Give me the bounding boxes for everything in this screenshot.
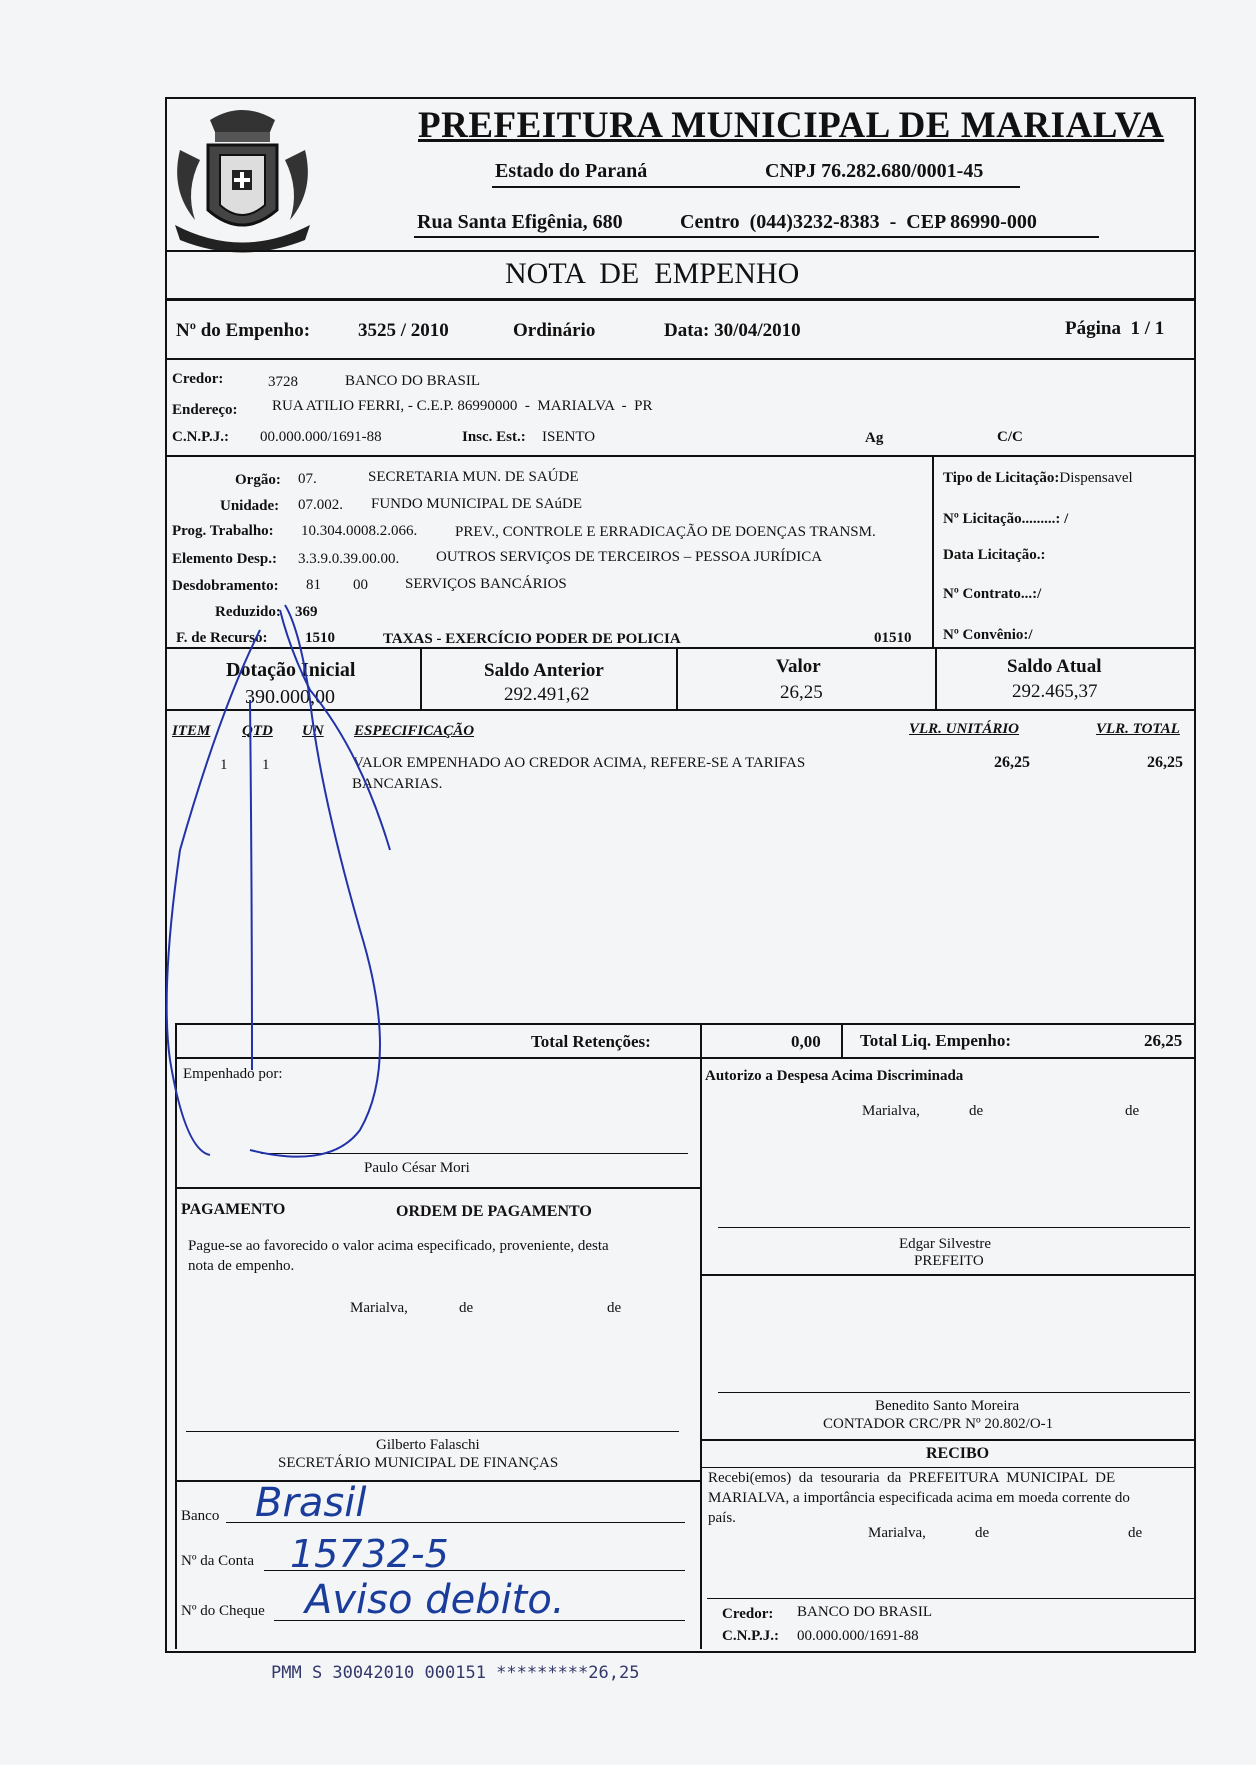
orgao-code: 07. bbox=[298, 471, 317, 487]
cheque-label: Nº do Cheque bbox=[181, 1603, 265, 1619]
contador-role: CONTADOR CRC/PR Nº 20.802/O-1 bbox=[823, 1416, 1054, 1432]
contador-name: Benedito Santo Moreira bbox=[875, 1398, 1020, 1414]
conta-label: Nº da Conta bbox=[181, 1553, 254, 1569]
autorizo-place: Marialva, bbox=[862, 1103, 920, 1119]
account-label: C/C bbox=[997, 429, 1023, 445]
insc-label: Insc. Est.: bbox=[462, 429, 526, 445]
unidade-name: FUNDO MUNICIPAL DE SAúDE bbox=[371, 496, 582, 512]
recibo-place: Marialva, bbox=[868, 1525, 926, 1541]
elemento-name: OUTROS SERVIÇOS DE TERCEIROS – PESSOA JURÍDICA bbox=[436, 549, 823, 565]
prog-code: 10.304.0008.2.066. bbox=[301, 523, 418, 539]
municipality-title: PREFEITURA MUNICIPAL DE MARIALVA bbox=[418, 105, 1165, 146]
prefeito-name: Edgar Silvestre bbox=[899, 1236, 992, 1252]
recibo-cnpj-label: C.N.P.J.: bbox=[722, 1628, 779, 1644]
footer-code: PMM S 30042010 000151 *********26,25 bbox=[271, 1663, 640, 1683]
banco-value: Brasil bbox=[255, 1480, 367, 1526]
licitacao-number: Nº Licitação.........: / bbox=[943, 511, 1069, 527]
item-spec-line2: BANCARIAS. bbox=[352, 776, 443, 792]
licitacao-type-value: Dispensavel bbox=[1059, 470, 1133, 486]
coat-of-arms-icon bbox=[170, 100, 315, 258]
dotacao-inicial-value: 390.000,00 bbox=[245, 686, 335, 708]
dotacao-inicial-label: Dotação Inicial bbox=[226, 659, 356, 681]
elemento-label: Elemento Desp.: bbox=[172, 551, 277, 567]
empenho-number: 3525 / 2010 bbox=[358, 320, 449, 341]
item-number: 1 bbox=[220, 757, 228, 773]
conta-value: 15732-5 bbox=[290, 1532, 449, 1576]
banco-label: Banco bbox=[181, 1508, 220, 1524]
empenho-date: Data: 30/04/2010 bbox=[664, 320, 801, 341]
recibo-credor-value: BANCO DO BRASIL bbox=[797, 1604, 933, 1620]
licitacao-type-text: Tipo de Licitação: bbox=[943, 470, 1060, 486]
recibo-de1: de bbox=[975, 1525, 990, 1541]
empenho-type: Ordinário bbox=[513, 320, 596, 341]
cnpj-header: CNPJ 76.282.680/0001-45 bbox=[765, 160, 984, 182]
reduzido-label: Reduzido: bbox=[215, 604, 281, 620]
page-number: Página 1 / 1 bbox=[1065, 318, 1165, 339]
recurso-name: TAXAS - EXERCÍCIO PODER DE POLICIA bbox=[383, 631, 681, 647]
retencoes-value: 0,00 bbox=[791, 1032, 821, 1051]
pagamento-label: PAGAMENTO bbox=[181, 1201, 286, 1218]
recurso-label: F. de Recurso: bbox=[176, 630, 268, 646]
licitacao-date: Data Licitação.: bbox=[943, 547, 1046, 563]
pagamento-de2: de bbox=[607, 1300, 622, 1316]
contrato-number: Nº Contrato...:/ bbox=[943, 586, 1042, 602]
cnpj-label: C.N.P.J.: bbox=[172, 429, 229, 445]
desdobramento-name: SERVIÇOS BANCÁRIOS bbox=[405, 576, 567, 592]
orgao-label: Orgão: bbox=[235, 472, 281, 488]
cheque-value: Aviso debito. bbox=[305, 1577, 565, 1623]
recibo-line2: MARIALVA, a importância especificada acima em moeda corrente do bbox=[708, 1490, 1130, 1506]
credor-name: BANCO DO BRASIL bbox=[345, 373, 481, 389]
address-header: Rua Santa Efigênia, 680 bbox=[417, 211, 623, 233]
unidade-code: 07.002. bbox=[298, 497, 343, 513]
autorizo-de2: de bbox=[1125, 1103, 1140, 1119]
recibo-line3: país. bbox=[708, 1510, 736, 1526]
prog-name: PREV., CONTROLE E ERRADICAÇÃO DE DOENÇAS TRANSM. bbox=[455, 524, 876, 540]
saldo-anterior-label: Saldo Anterior bbox=[484, 660, 604, 681]
retencoes-label: Total Retenções: bbox=[531, 1032, 651, 1051]
item-qtd: 1 bbox=[262, 757, 270, 773]
liq-empenho-value: 26,25 bbox=[1144, 1031, 1183, 1050]
header-item: ITEM bbox=[172, 723, 211, 739]
desdobramento-sub: 00 bbox=[353, 577, 368, 593]
convenio-number: Nº Convênio:/ bbox=[943, 627, 1033, 643]
recibo-de2: de bbox=[1128, 1525, 1143, 1541]
recurso-number: 01510 bbox=[874, 630, 912, 646]
empenho-label: Nº do Empenho: bbox=[176, 320, 311, 341]
empenhado-signer: Paulo César Mori bbox=[364, 1160, 470, 1176]
licitacao-type-label bbox=[943, 470, 1133, 487]
address-label: Endereço: bbox=[172, 402, 238, 418]
credor-code: 3728 bbox=[268, 374, 298, 390]
pagamento-text-line2: nota de empenho. bbox=[188, 1258, 295, 1274]
desdobramento-label: Desdobramento: bbox=[172, 578, 279, 594]
secretario-name: Gilberto Falaschi bbox=[376, 1437, 480, 1453]
header-qtd: QTD bbox=[242, 723, 273, 739]
desdobramento-code: 81 bbox=[306, 577, 321, 593]
recibo-title: RECIBO bbox=[926, 1445, 990, 1462]
pagamento-de1: de bbox=[459, 1300, 474, 1316]
unidade-label: Unidade: bbox=[220, 498, 280, 514]
header-vlr-unitario: VLR. UNITÁRIO bbox=[909, 721, 1020, 737]
credor-label: Credor: bbox=[172, 371, 224, 387]
saldo-atual-value: 292.465,37 bbox=[1012, 681, 1098, 702]
header-especificacao: ESPECIFICAÇÃO bbox=[354, 723, 475, 739]
item-total-value: 26,25 bbox=[1147, 754, 1183, 771]
pagamento-text-line1: Pague-se ao favorecido o valor acima especificado, proveniente, desta bbox=[188, 1238, 609, 1254]
header-vlr-total: VLR. TOTAL bbox=[1096, 721, 1180, 737]
prefeito-role: PREFEITO bbox=[914, 1253, 984, 1269]
header-un: UN bbox=[302, 723, 324, 739]
pen-scribble-icon bbox=[160, 590, 430, 1180]
autorizo-de1: de bbox=[969, 1103, 984, 1119]
recibo-cnpj-value: 00.000.000/1691-88 bbox=[797, 1628, 919, 1644]
secretario-role: SECRETÁRIO MUNICIPAL DE FINANÇAS bbox=[278, 1455, 559, 1471]
recibo-line1: Recebi(emos) da tesouraria da PREFEITURA MUNICIPAL DE bbox=[708, 1470, 1116, 1486]
empenhado-label: Empenhado por: bbox=[183, 1066, 283, 1082]
agency-label: Ag bbox=[865, 430, 884, 446]
saldo-atual-label: Saldo Atual bbox=[1007, 656, 1102, 677]
credor-cnpj: 00.000.000/1691-88 bbox=[260, 429, 382, 445]
document-title: NOTA DE EMPENHO bbox=[505, 257, 800, 290]
recibo-credor-label: Credor: bbox=[722, 1606, 774, 1622]
insc-value: ISENTO bbox=[542, 429, 596, 445]
valor-label: Valor bbox=[776, 656, 821, 677]
valor-value: 26,25 bbox=[780, 682, 823, 703]
item-unit-value: 26,25 bbox=[994, 754, 1030, 771]
orgao-name: SECRETARIA MUN. DE SAÚDE bbox=[368, 469, 579, 485]
prog-label: Prog. Trabalho: bbox=[172, 523, 274, 539]
saldo-anterior-value: 292.491,62 bbox=[504, 684, 590, 705]
contact-header: Centro (044)3232-8383 - CEP 86990-000 bbox=[680, 211, 1037, 233]
autorizo-title: Autorizo a Despesa Acima Discriminada bbox=[705, 1068, 964, 1084]
elemento-code: 3.3.9.0.39.00.00. bbox=[298, 551, 400, 567]
state-name: Estado do Paraná bbox=[495, 160, 648, 182]
credor-address: RUA ATILIO FERRI, - C.E.P. 86990000 - MARIALVA - PR bbox=[272, 398, 653, 414]
reduzido-value: 369 bbox=[295, 604, 318, 620]
ordem-pagamento-title: ORDEM DE PAGAMENTO bbox=[396, 1203, 592, 1220]
liq-empenho-label: Total Liq. Empenho: bbox=[860, 1031, 1011, 1050]
recurso-code: 1510 bbox=[305, 630, 335, 646]
item-spec-line1: VALOR EMPENHADO AO CREDOR ACIMA, REFERE-SE A TARIFAS bbox=[353, 755, 806, 771]
pagamento-place: Marialva, bbox=[350, 1300, 408, 1316]
